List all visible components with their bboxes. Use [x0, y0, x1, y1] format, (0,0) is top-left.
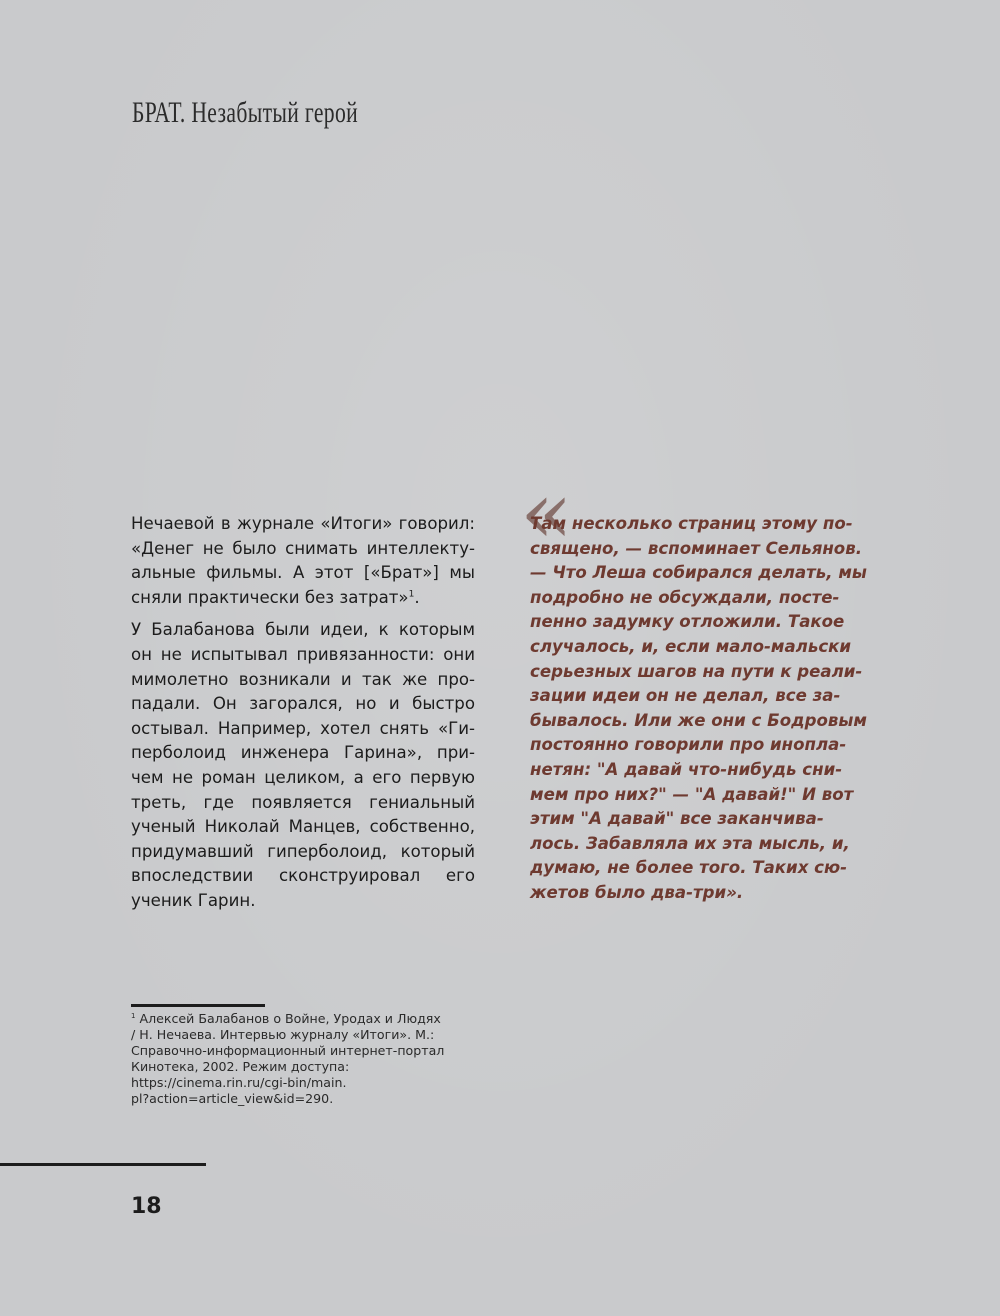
paragraph-1-text: Нечаевой в журнале «Итоги» говорил: «Денег не было снимать интеллекту-альные фильмы. А этот [«Брат»] мы сняли практически без затрат» — [131, 514, 475, 607]
pull-quote-text: Там несколько страниц этому по- священо, — вспоминает Сельянов. — Что Леша собирался делать, мы подробно не обсуждали, посте- пенно задумку отложили. Такое случалось, и, если мало-мальски серьезных шагов на пути к реали- зации идеи он не делал, все за- бывалось. Или же они с Бодровым постоянно говорили про инопла- нетян: "А давай что-нибудь сни- мем про них?" — "А давай!" И вот этим "А давай" все заканчива- лось. Забавляла их эта мысль, и, думаю, не более того. Таких сю- жетов было два-три». — [530, 514, 867, 902]
footnote-number: 1 — [131, 1011, 136, 1020]
body-text-column — [131, 512, 475, 922]
body-paragraph-2: У Балабанова были идеи, к которым он не испытывал привязанности: они мимолетно возникали и так же про-падали. Он загорался, но и быстро остывал. Например, хотел снять «Ги-перболоид инженера Гарина», при-чем не роман целиком, а его первую треть, где появляется гениальный ученый Николай Манцев, собственно, придумавший гиперболоид, который впоследствии сконструировал его ученик Гарин. — [131, 620, 475, 910]
footnote-reference: 1 — [408, 589, 415, 600]
body-paragraph-1 — [131, 512, 475, 610]
paragraph-1-tail: . — [414, 587, 420, 607]
footnote-text: Алексей Балабанов о Войне, Уродах и Людях / Н. Нечаева. Интервью журналу «Итоги». М.: Справочно-информационный интернет-портал Кинотека, 2002. Режим доступа: https://cinema.rin.ru/cgi-bin/main. pl?action=article_view&id=290. — [131, 1011, 445, 1106]
running-header-title: БРАТ. Незабытый герой — [132, 96, 359, 129]
footnote — [131, 1011, 476, 1107]
page-number: 18 — [131, 1194, 162, 1219]
page-number-divider — [0, 1163, 206, 1166]
footnote-divider — [131, 1004, 265, 1007]
pull-quote-mark: « — [520, 463, 573, 563]
